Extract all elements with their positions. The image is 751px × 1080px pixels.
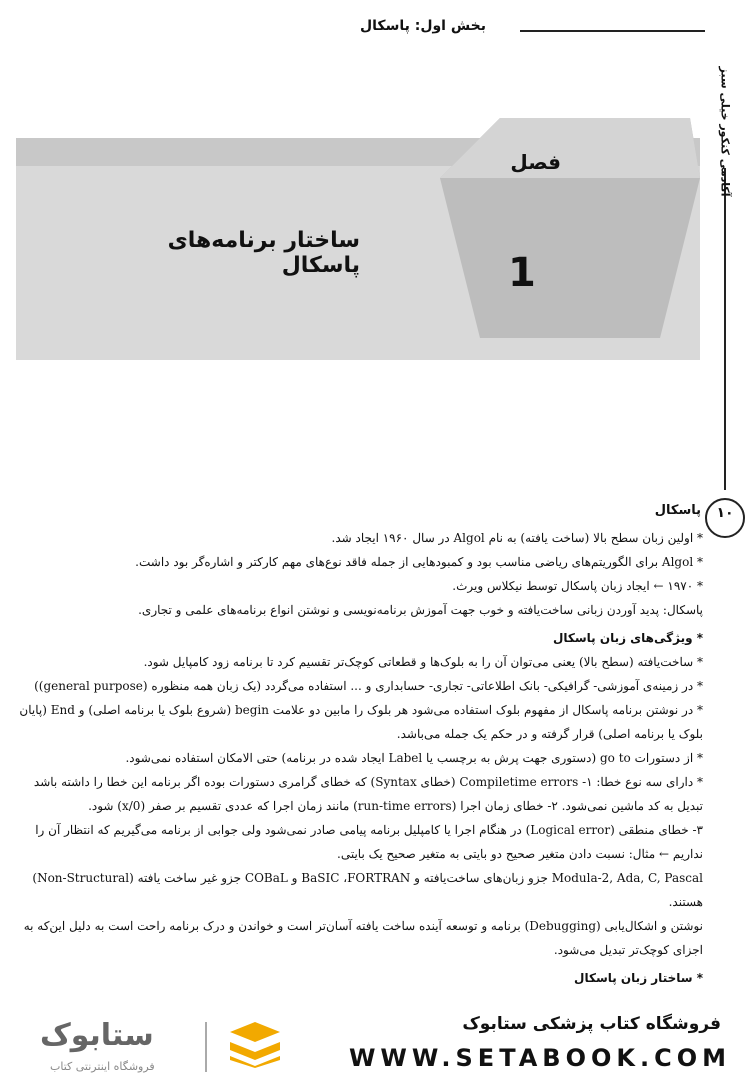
subheading: * ویژگی‌های زبان پاسکال: [552, 631, 703, 645]
page-header: [0, 0, 751, 100]
paragraph: * از دستورات go to (دستوری جهت پرش به برچسب یا Label ایجاد شده در برنامه) حتی الامکان استفاده نمی‌شود.: [125, 751, 703, 765]
logo-divider: [205, 1022, 207, 1072]
store-name: فروشگاه کتاب پزشکی ستابوک: [462, 1014, 721, 1034]
paragraph: * ساخت‌یافته (سطح بالا) یعنی می‌توان آن را به بلوک‌ها و قطعاتی کوچک‌تر تقسیم کرد تا برنامه زود کامپایل شود.: [143, 655, 703, 669]
paragraph: پاسکال: پدید آوردن زبانی ساخت‌یافته و خوب جهت آموزش برنامه‌نویسی و نوشتن انواع برنامه‌های علمی و تجاری.: [138, 603, 703, 617]
paragraph: نوشتن و اشکال‌یابی (Debugging) برنامه و توسعه آینده ساخت یافته آسان‌تر است و خواندن و درک برنامه راحت است به دلیل این‌که به اجزای کوچک‌تر تبدیل می‌شود.: [23, 919, 703, 957]
store-url[interactable]: WWW.SETABOOK.COM: [348, 1044, 731, 1072]
section-title: بخش اول: پاسکال: [360, 18, 486, 34]
page-title: پاسکال: [654, 503, 701, 518]
chapter-label: فصل: [510, 150, 561, 174]
paragraph: * Algol برای الگوریتم‌های ریاضی مناسب بود و کمبودهایی از جمله فاقد نوع‌های مهم کارکتر و اشاره‌گر بود داشت.: [135, 555, 703, 569]
paragraph: * در زمینه‌ی آموزشی- گرافیکی- بانک اطلاعاتی- تجاری- حسابداری و ... استفاده می‌گردد (یک زبان همه منظوره (general purpose)): [34, 679, 703, 693]
paragraph: * دارای سه نوع خطا: ۱- Compiletime errors (خطای Syntax) که خطای گرامری دستورات بوده اگر برنامه این خطا را داشته باشد تبدیل به کد ماشین نمی‌شود. ۲- خطای زمان اجرا (run-time errors) مانند زمان اجرا که عددی تقسیم بر صفر (x/0) شود.: [33, 775, 703, 813]
header-rule: [520, 30, 705, 32]
page-number: ۱۰: [716, 505, 734, 521]
chapter-tab-shape: [440, 118, 700, 338]
paragraph: * اولین زبان سطح بالا (ساخت یافته) به نام Algol در سال ۱۹۶۰ ایجاد شد.: [331, 531, 703, 545]
body-text: [13, 526, 703, 990]
paragraph: ۳- خطای منطقی (Logical error) در هنگام اجرا یا کامپلیل برنامه پیامی صادر نمی‌شود ولی جوابی از برنامه می‌گیریم که انتظار آن را نداریم ← مثال: نسبت دادن متغیر صحیح دو بایتی به متغیر صحیح یک بایتی.: [35, 823, 703, 861]
setabook-logo-icon: [230, 1022, 280, 1068]
logo-wordmark: ستابوک: [40, 1018, 154, 1053]
logo-tagline: فروشگاه اینترنتی کتاب: [50, 1060, 155, 1073]
paragraph: * در نوشتن برنامه پاسکال از مفهوم بلوک استفاده می‌شود هر بلوک را مابین دو علامت begin (شروع بلوک یا برنامه اصلی) و End (پایان بلوک یا برنامه اصلی) قرار گرفته و در حکم یک جمله می‌باشد.: [19, 703, 703, 741]
paragraph: Modula-2, Ada, C, Pascal جزو زبان‌های ساخت‌یافته و BaSIC ،FORTRAN و COBaL جزو غیر ساخت یافته (Non-Structural) هستند.: [32, 871, 703, 909]
subheading: * ساختار زبان پاسکال: [574, 971, 703, 985]
chapter-number: 1: [508, 250, 536, 296]
paragraph: * ۱۹۷۰ ← ایجاد زبان پاسکال توسط نیکلاس ویرث.: [452, 579, 703, 593]
side-badge: آکادمی کنکور خیلی سبز: [718, 66, 732, 197]
chapter-title: ساختار برنامه‌های پاسکال: [167, 228, 360, 278]
